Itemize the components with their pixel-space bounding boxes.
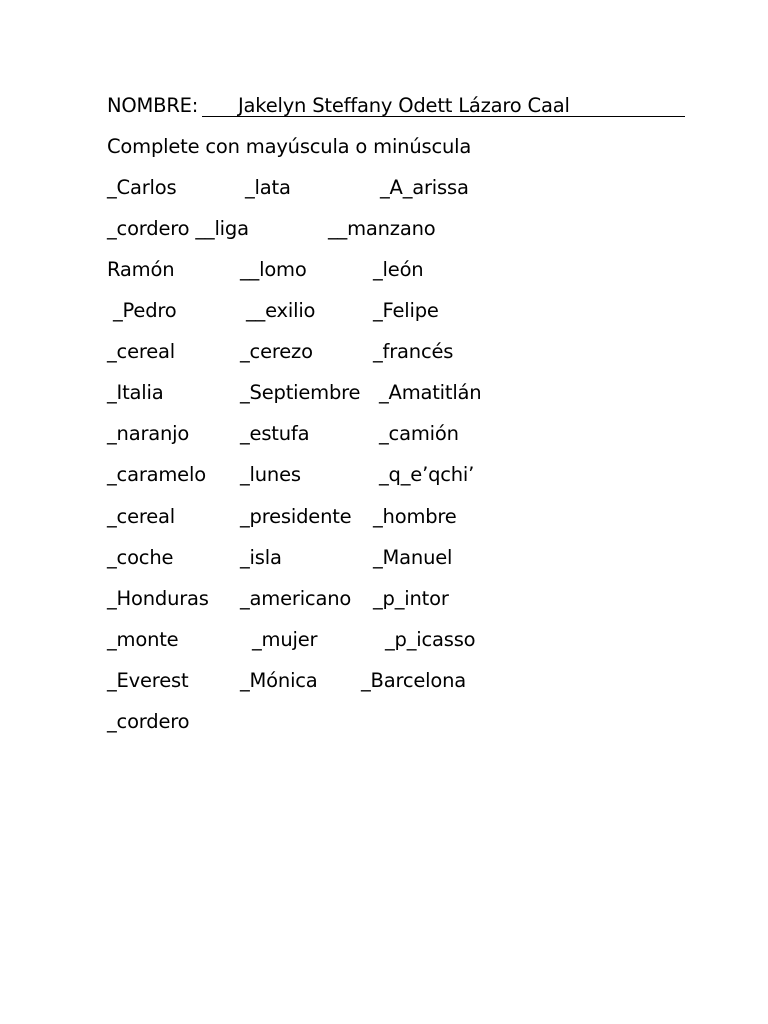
word-item: _camión: [373, 422, 459, 445]
word-item: _francés: [373, 340, 454, 363]
word-item: _mujer: [240, 628, 318, 651]
word-item: _estufa: [240, 422, 310, 445]
word-item: __manzano: [328, 217, 436, 240]
word-item: _lunes: [240, 463, 301, 486]
word-item: _cerezo: [240, 340, 313, 363]
word-item: _cordero: [107, 710, 190, 733]
word-item: _Barcelona: [361, 669, 467, 692]
word-item: _Felipe: [373, 299, 439, 322]
word-item: _hombre: [373, 505, 457, 528]
word-item: Ramón: [107, 258, 175, 281]
word-item: _americano: [240, 587, 352, 610]
word-item: _q_e’qchi’: [373, 463, 475, 486]
name-label: NOMBRE:: [107, 94, 199, 117]
word-item: _caramelo: [107, 463, 206, 486]
word-item: _lata: [245, 176, 291, 199]
word-item: _Septiembre: [240, 381, 361, 404]
instruction-text: Complete con mayúscula o minúscula: [107, 135, 472, 158]
word-item: _Carlos: [107, 176, 177, 199]
word-item: _presidente: [240, 505, 352, 528]
word-item: _coche: [107, 546, 174, 569]
word-item: _Manuel: [373, 546, 453, 569]
word-item: _Everest: [107, 669, 189, 692]
word-item: _cordero __liga: [107, 217, 249, 240]
word-item: _león: [373, 258, 424, 281]
word-item: _Pedro: [107, 299, 177, 322]
word-item: _Italia: [107, 381, 164, 404]
word-item: _monte: [107, 628, 179, 651]
word-item: _isla: [240, 546, 282, 569]
word-item: _A_arissa: [380, 176, 469, 199]
word-item: _cereal: [107, 505, 176, 528]
word-item: _naranjo: [107, 422, 190, 445]
word-item: _p_intor: [373, 587, 449, 610]
word-item: _p_icasso: [373, 628, 476, 651]
student-name: Jakelyn Steffany Odett Lázaro Caal: [238, 94, 570, 117]
word-item: _Mónica: [240, 669, 318, 692]
word-item: __exilio: [240, 299, 316, 322]
word-item: _Honduras: [107, 587, 209, 610]
word-item: _Amatitlán: [373, 381, 482, 404]
word-item: _cereal: [107, 340, 176, 363]
word-item: __lomo: [240, 258, 307, 281]
name-underline: [202, 94, 685, 117]
